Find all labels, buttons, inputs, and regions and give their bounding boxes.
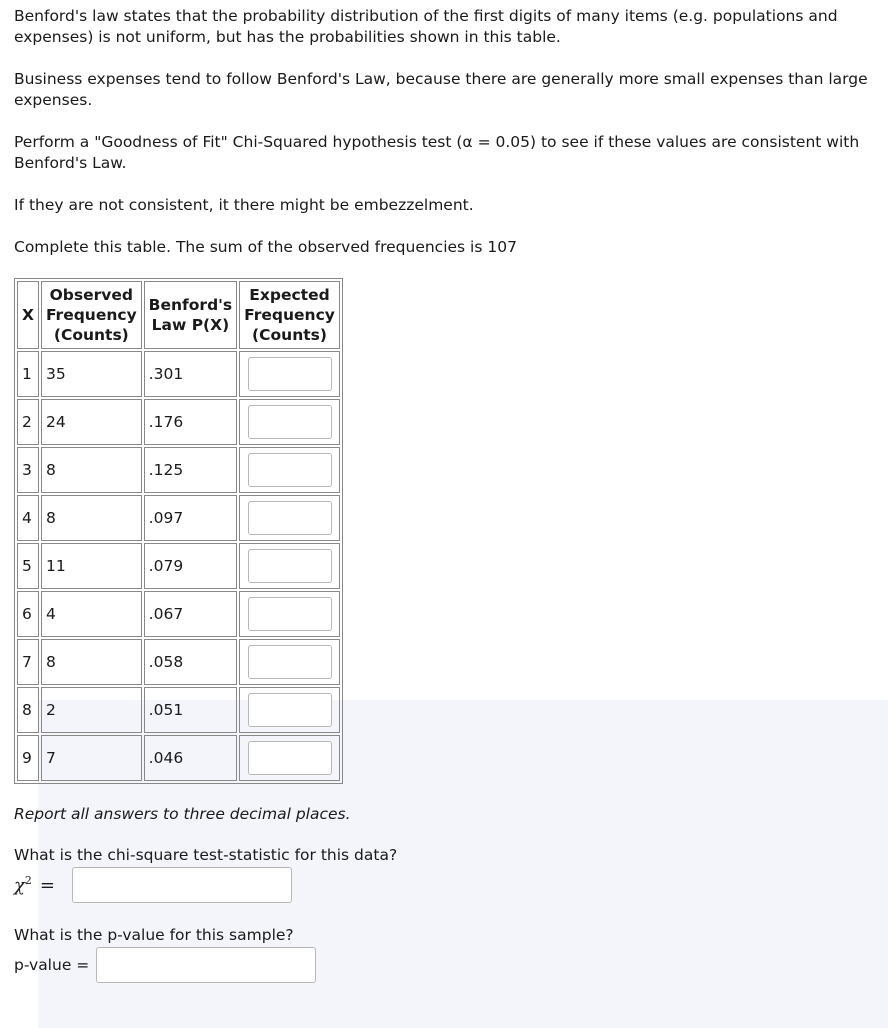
- cell-x: 5: [17, 543, 39, 589]
- expected-frequency-input[interactable]: [248, 549, 332, 583]
- pvalue-label: p-value =: [14, 956, 90, 974]
- pvalue-question: What is the p-value for this sample?: [14, 926, 294, 944]
- chi-exponent: 2: [24, 874, 32, 887]
- cell-observed: 24: [41, 399, 142, 445]
- cell-benford-probability: .079: [144, 543, 237, 589]
- table-body: [17, 351, 340, 781]
- cell-x: 8: [17, 687, 39, 733]
- cell-observed: 8: [41, 639, 142, 685]
- header-benford: Benford's Law P(X): [144, 281, 237, 349]
- expected-frequency-input[interactable]: [248, 693, 332, 727]
- cell-expected: [239, 399, 340, 445]
- cell-expected: [239, 735, 340, 781]
- cell-benford-probability: .067: [144, 591, 237, 637]
- cell-observed: 4: [41, 591, 142, 637]
- cell-x: 9: [17, 735, 39, 781]
- expected-frequency-input[interactable]: [248, 501, 332, 535]
- chi-square-label: [14, 874, 72, 896]
- cell-x: 1: [17, 351, 39, 397]
- chi-equals: =: [39, 875, 56, 896]
- cell-expected: [239, 447, 340, 493]
- expected-frequency-input[interactable]: [248, 597, 332, 631]
- cell-benford-probability: .046: [144, 735, 237, 781]
- cell-benford-probability: .058: [144, 639, 237, 685]
- cell-expected: [239, 495, 340, 541]
- cell-expected: [239, 543, 340, 589]
- cell-observed: 8: [41, 447, 142, 493]
- chi-symbol: χ: [14, 875, 25, 896]
- cell-x: 7: [17, 639, 39, 685]
- header-expected: Expected Frequency (Counts): [239, 281, 340, 349]
- expected-frequency-input[interactable]: [248, 357, 332, 391]
- cell-expected: [239, 351, 340, 397]
- cell-benford-probability: .051: [144, 687, 237, 733]
- cell-benford-probability: .097: [144, 495, 237, 541]
- cell-observed: 2: [41, 687, 142, 733]
- table-row: [17, 543, 340, 589]
- expected-frequency-input[interactable]: [248, 741, 332, 775]
- expected-frequency-input[interactable]: [248, 453, 332, 487]
- table-row: [17, 447, 340, 493]
- cell-observed: 11: [41, 543, 142, 589]
- intro-embezzlement: If they are not consistent, it there might be embezzelment.: [14, 196, 474, 214]
- cell-x: 3: [17, 447, 39, 493]
- question-content: [14, 6, 884, 984]
- cell-x: 4: [17, 495, 39, 541]
- table-row: [17, 639, 340, 685]
- cell-benford-probability: .301: [144, 351, 237, 397]
- cell-benford-probability: .176: [144, 399, 237, 445]
- intro-benford-law: Benford's law states that the probability distribution of the first digits of many items (e.g. populations and expenses) is not uniform, but has the probabilities shown in this table.: [14, 7, 838, 46]
- chi-square-input[interactable]: [72, 867, 292, 903]
- intro-complete-table: Complete this table. The sum of the observed frequencies is 107: [14, 238, 517, 256]
- table-row: [17, 591, 340, 637]
- instructions-note: Report all answers to three decimal places.: [14, 805, 351, 823]
- table-row: [17, 735, 340, 781]
- chi-question: What is the chi-square test-statistic for this data?: [14, 846, 398, 864]
- expected-frequency-input[interactable]: [248, 405, 332, 439]
- header-observed: Observed Frequency (Counts): [41, 281, 142, 349]
- cell-expected: [239, 687, 340, 733]
- pvalue-input[interactable]: [96, 947, 316, 983]
- header-x: X: [17, 281, 39, 349]
- intro-hypothesis-test: Perform a "Goodness of Fit" Chi-Squared hypothesis test (α = 0.05) to see if these values are consistent with Benford's Law.: [14, 133, 860, 172]
- table-row: [17, 351, 340, 397]
- cell-observed: 7: [41, 735, 142, 781]
- cell-x: 2: [17, 399, 39, 445]
- table-header-row: [17, 281, 340, 349]
- chi-answer-row: [14, 866, 884, 904]
- cell-benford-probability: .125: [144, 447, 237, 493]
- expected-frequency-input[interactable]: [248, 645, 332, 679]
- table-row: [17, 495, 340, 541]
- pvalue-answer-row: [14, 946, 884, 984]
- cell-observed: 35: [41, 351, 142, 397]
- intro-business-expenses: Business expenses tend to follow Benford's Law, because there are generally more small expenses than large expenses.: [14, 70, 868, 109]
- table-row: [17, 687, 340, 733]
- cell-expected: [239, 591, 340, 637]
- cell-observed: 8: [41, 495, 142, 541]
- cell-x: 6: [17, 591, 39, 637]
- table-row: [17, 399, 340, 445]
- benford-table: [14, 278, 343, 784]
- cell-expected: [239, 639, 340, 685]
